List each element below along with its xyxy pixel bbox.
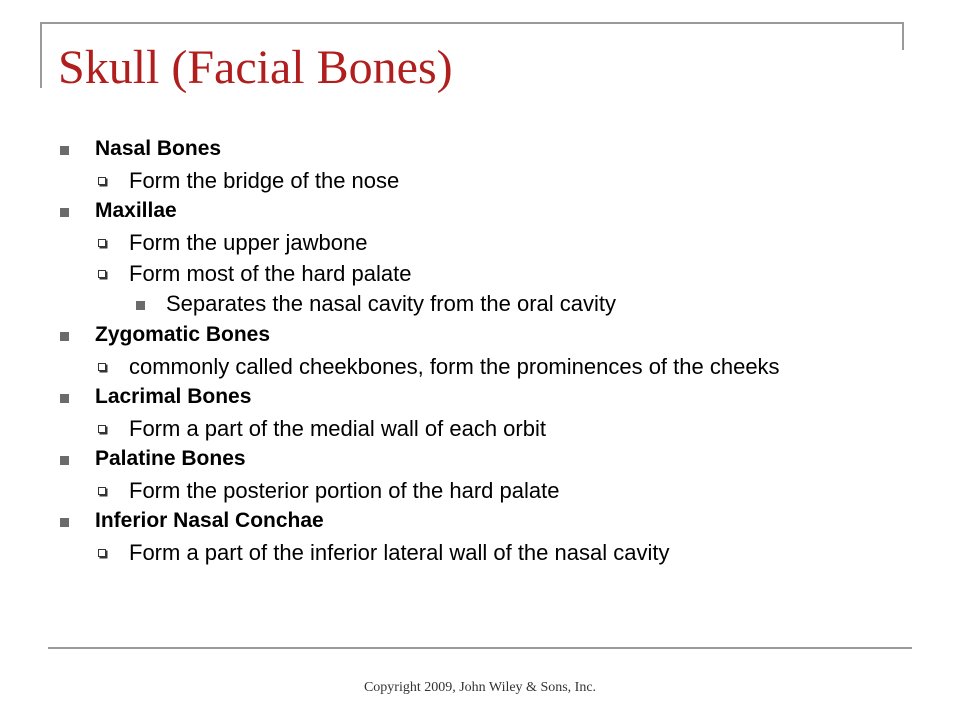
frame-left-line — [40, 22, 42, 88]
square-bullet-icon — [60, 518, 69, 527]
bullet-text: Form a part of the inferior lateral wall of the nasal cavity — [129, 540, 670, 565]
square-bullet-icon — [60, 456, 69, 465]
bullet-text: Maxillae — [95, 199, 177, 222]
bullet-item — [58, 231, 868, 254]
bullet-list — [58, 130, 868, 564]
hollow-square-bullet-icon — [98, 363, 106, 371]
bullet-item — [58, 417, 868, 440]
bullet-text: Nasal Bones — [95, 137, 222, 160]
bullet-text: Inferior Nasal Conchae — [95, 509, 324, 532]
bullet-text: Form the bridge of the nose — [129, 168, 400, 193]
hollow-square-bullet-icon — [98, 177, 106, 185]
hollow-square-bullet-icon — [98, 270, 106, 278]
bullet-text: Form the upper jawbone — [129, 230, 368, 255]
square-bullet-icon — [60, 394, 69, 403]
bullet-item — [58, 385, 868, 409]
square-bullet-icon — [60, 208, 69, 217]
bullet-item — [58, 323, 868, 347]
bullet-item — [58, 541, 868, 564]
frame-right-line — [902, 22, 904, 50]
bullet-text: Form a part of the medial wall of each orbit — [129, 416, 546, 441]
bullet-text: Separates the nasal cavity from the oral cavity — [166, 291, 616, 316]
bullet-item — [58, 292, 868, 316]
frame-top-line — [40, 22, 904, 24]
bullet-text: commonly called cheekbones, form the prominences of the cheeks — [129, 354, 780, 379]
hollow-square-bullet-icon — [98, 425, 106, 433]
hollow-square-bullet-icon — [98, 487, 106, 495]
slide-title: Skull (Facial Bones) — [58, 41, 453, 94]
hollow-square-bullet-icon — [98, 239, 106, 247]
bullet-text: Lacrimal Bones — [95, 385, 252, 408]
bullet-text: Form the posterior portion of the hard palate — [129, 478, 560, 503]
bullet-item — [58, 509, 868, 533]
bullet-text: Form most of the hard palate — [129, 261, 412, 286]
copyright-footer: Copyright 2009, John Wiley & Sons, Inc. — [363, 680, 597, 695]
bullet-text: Palatine Bones — [95, 447, 246, 470]
frame-bottom-line — [48, 647, 912, 649]
bullet-item — [58, 199, 868, 223]
bullet-item — [58, 262, 868, 285]
bullet-item — [58, 479, 868, 502]
bullet-item — [58, 355, 868, 378]
bullet-item — [58, 169, 868, 192]
hollow-square-bullet-icon — [98, 549, 106, 557]
square-bullet-icon — [60, 332, 69, 341]
square-bullet-icon — [136, 301, 145, 310]
bullet-item — [58, 137, 868, 161]
square-bullet-icon — [60, 146, 69, 155]
bullet-item — [58, 447, 868, 471]
bullet-text: Zygomatic Bones — [95, 323, 271, 346]
